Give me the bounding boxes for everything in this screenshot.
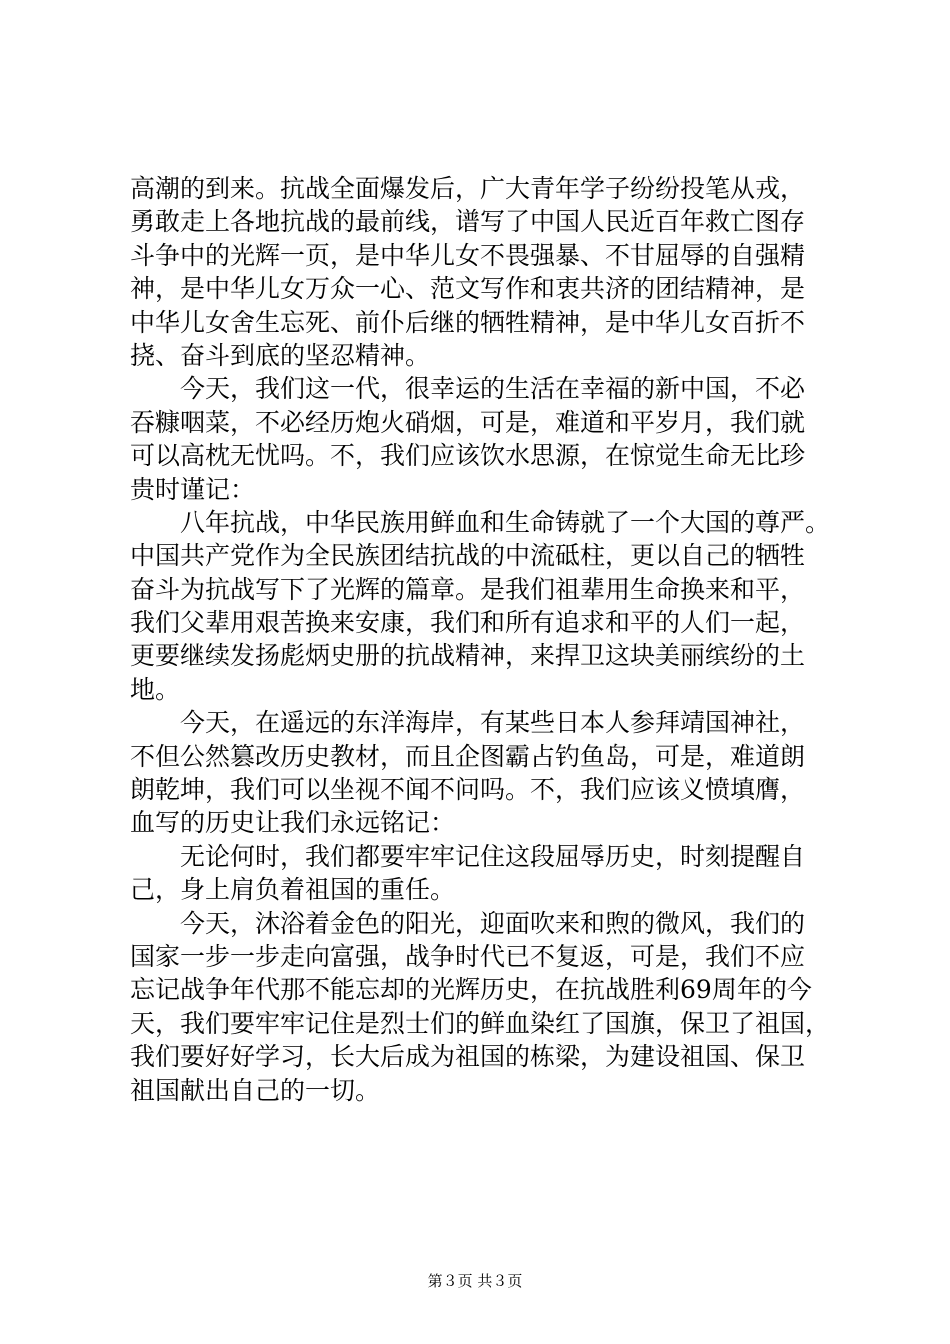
text-line: 吞糠咽菜，不必经历炮火硝烟，可是，难道和平岁月，我们就 bbox=[130, 407, 806, 437]
text-line: 中国共产党作为全民族团结抗战的中流砥柱，更以自己的牺牲 bbox=[130, 541, 806, 571]
text-line: 无论何时，我们都要牢牢记住这段屈辱历史，时刻提醒自 bbox=[130, 841, 806, 871]
text-line: 奋斗为抗战写下了光辉的篇章。是我们祖辈用生命换来和平， bbox=[130, 574, 806, 604]
text-line: 不但公然篡改历史教材，而且企图霸占钓鱼岛，可是，难道朗 bbox=[130, 741, 806, 771]
text-line: 神，是中华儿女万众一心、范文写作和衷共济的团结精神，是 bbox=[130, 274, 806, 304]
text-line: 今天，我们这一代，很幸运的生活在幸福的新中国，不必 bbox=[130, 374, 806, 404]
body-text bbox=[130, 172, 850, 1107]
text-line: 忘记战争年代那不能忘却的光辉历史，在抗战胜利69周年的今 bbox=[130, 975, 812, 1005]
page-number-label: 第３页 共３页 bbox=[427, 1272, 523, 1290]
text-line: 国家一步一步走向富强，战争时代已不复返，可是，我们不应 bbox=[130, 941, 806, 971]
text-line: 天，我们要牢牢记住是烈士们的鲜血染红了国旗，保卫了祖国， bbox=[130, 1008, 831, 1038]
text-line: 中华儿女舍生忘死、前仆后继的牺牲精神，是中华儿女百折不 bbox=[130, 307, 806, 337]
text-line: 更要继续发扬彪炳史册的抗战精神，来捍卫这块美丽缤纷的土 bbox=[130, 641, 806, 671]
text-line: 朗乾坤，我们可以坐视不闻不问吗。不，我们应该义愤填膺， bbox=[130, 775, 806, 805]
text-line: 祖国献出自己的一切。 bbox=[130, 1075, 381, 1105]
page-footer bbox=[0, 1270, 950, 1291]
text-line: 地。 bbox=[130, 674, 181, 704]
text-line: 八年抗战，中华民族用鲜血和生命铸就了一个大国的尊严。 bbox=[130, 507, 831, 537]
text-line: 勇敢走上各地抗战的最前线，谱写了中国人民近百年救亡图存 bbox=[130, 207, 806, 237]
text-line: 贵时谨记： bbox=[130, 474, 256, 504]
text-line: 我们父辈用艰苦换来安康，我们和所有追求和平的人们一起， bbox=[130, 608, 806, 638]
text-line: 血写的历史让我们永远铭记： bbox=[130, 808, 456, 838]
text-line: 斗争中的光辉一页，是中华儿女不畏强暴、不甘屈辱的自强精 bbox=[130, 240, 806, 270]
text-line: 高潮的到来。抗战全面爆发后，广大青年学子纷纷投笔从戎， bbox=[130, 174, 806, 203]
text-line: 我们要好好学习，长大后成为祖国的栋梁，为建设祖国、保卫 bbox=[130, 1042, 806, 1072]
text-line: 今天，在遥远的东洋海岸，有某些日本人参拜靖国神社， bbox=[130, 708, 806, 738]
text-line: 己，身上肩负着祖国的重任。 bbox=[130, 875, 456, 905]
text-line: 可以高枕无忧吗。不，我们应该饮水思源，在惊觉生命无比珍 bbox=[130, 441, 806, 471]
text-line: 挠、奋斗到底的坚忍精神。 bbox=[130, 340, 431, 370]
text-line: 今天，沐浴着金色的阳光，迎面吹来和煦的微风，我们的 bbox=[130, 908, 806, 938]
